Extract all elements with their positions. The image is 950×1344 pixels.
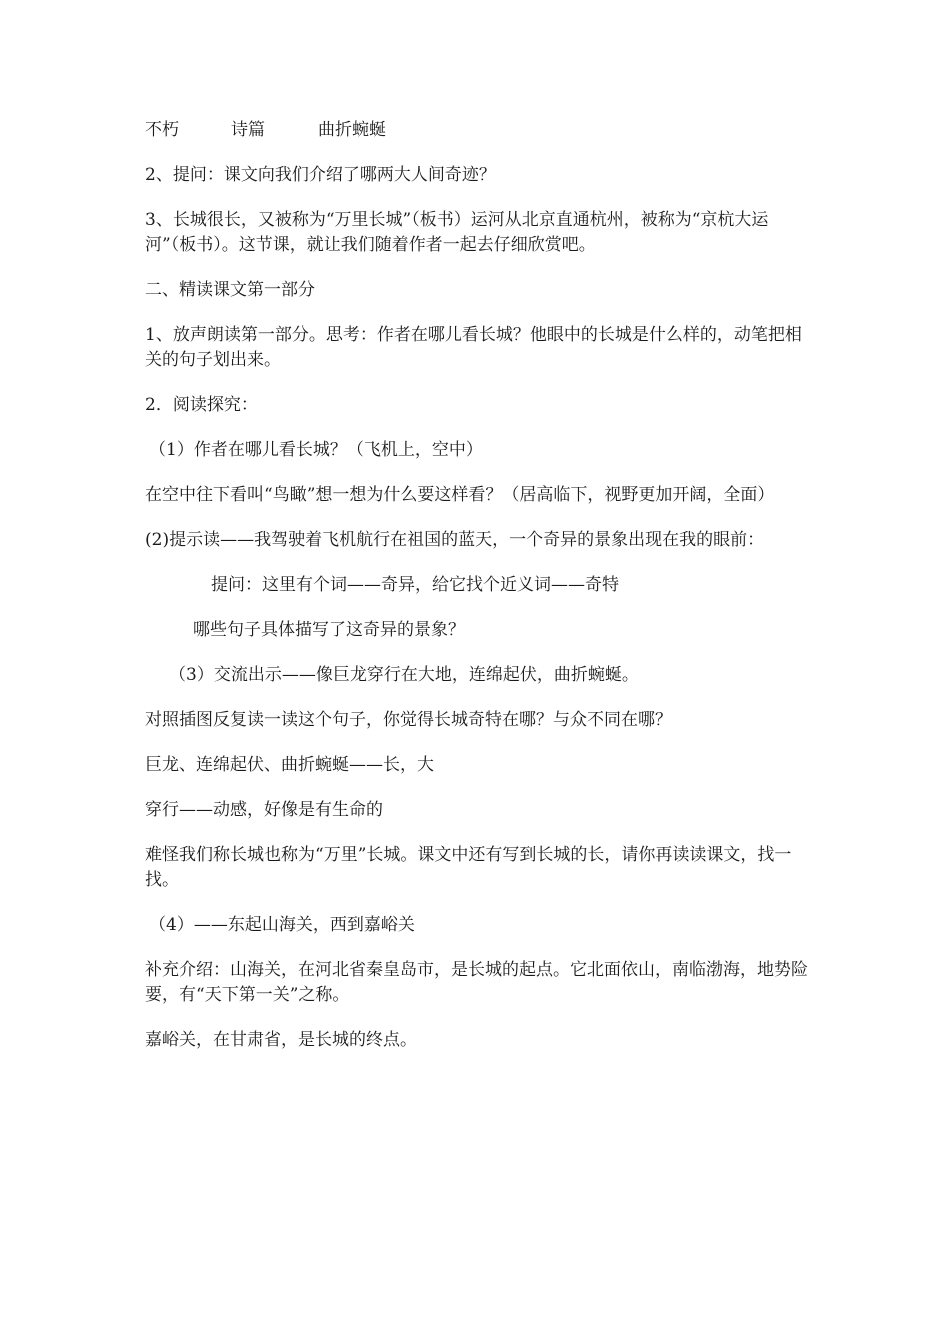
paragraph: 补充介绍：山海关，在河北省秦皇岛市，是长城的起点。它北面依山，南临渤海，地势险要，有“天下第一关”之称。 xyxy=(145,960,808,1005)
paragraph: 对照插图反复读一读这个句子，你觉得长城奇特在哪？与众不同在哪？ xyxy=(145,710,672,730)
paragraph: 2．阅读探究： xyxy=(145,395,258,415)
paragraph: 1、放声朗读第一部分。思考：作者在哪儿看长城？他眼中的长城是什么样的，动笔把相关的句子划出来。 xyxy=(145,325,802,370)
paragraph: 嘉峪关，在甘肃省，是长城的终点。 xyxy=(145,1030,417,1050)
paragraph: 2、提问：课文向我们介绍了哪两大人间奇迹？ xyxy=(145,165,496,185)
paragraph: （1）作者在哪儿看长城？（飞机上，空中） xyxy=(149,440,483,460)
paragraph: 巨龙、连绵起伏、曲折蜿蜒——长，大 xyxy=(145,755,434,775)
paragraph: （4）——东起山海关，西到嘉峪关 xyxy=(149,915,415,935)
paragraph: 在空中往下看叫“鸟瞰”想一想为什么要这样看？（居高临下，视野更加开阔，全面） xyxy=(145,485,775,505)
section-heading: 二、精读课文第一部分 xyxy=(145,280,315,300)
paragraph: 3、长城很长，又被称为“万里长城”（板书）运河从北京直通杭州，被称为“京杭大运河”（板书）。这节课，就让我们随着作者一起去仔细欣赏吧。 xyxy=(145,210,769,255)
paragraph: （3）交流出示——像巨龙穿行在大地，连绵起伏，曲折蜿蜒。 xyxy=(169,665,639,685)
vocab-word: 曲折蜿蜒 xyxy=(318,120,386,140)
paragraph: 难怪我们称长城也称为“万里”长城。课文中还有写到长城的长，请你再读读课文，找一找。 xyxy=(145,845,792,890)
vocabulary-line xyxy=(145,118,810,143)
paragraph: (2)提示读——我驾驶着飞机航行在祖国的蓝天，一个奇异的景象出现在我的眼前： xyxy=(145,530,765,550)
paragraph: 穿行——动感，好像是有生命的 xyxy=(145,800,383,820)
paragraph: 提问：这里有个词——奇异，给它找个近义词——奇特 xyxy=(211,575,619,595)
vocab-word: 诗篇 xyxy=(231,120,265,140)
paragraph: 哪些句子具体描写了这奇异的景象？ xyxy=(193,620,465,640)
vocab-word: 不朽 xyxy=(145,120,179,140)
document-page xyxy=(145,118,810,1073)
